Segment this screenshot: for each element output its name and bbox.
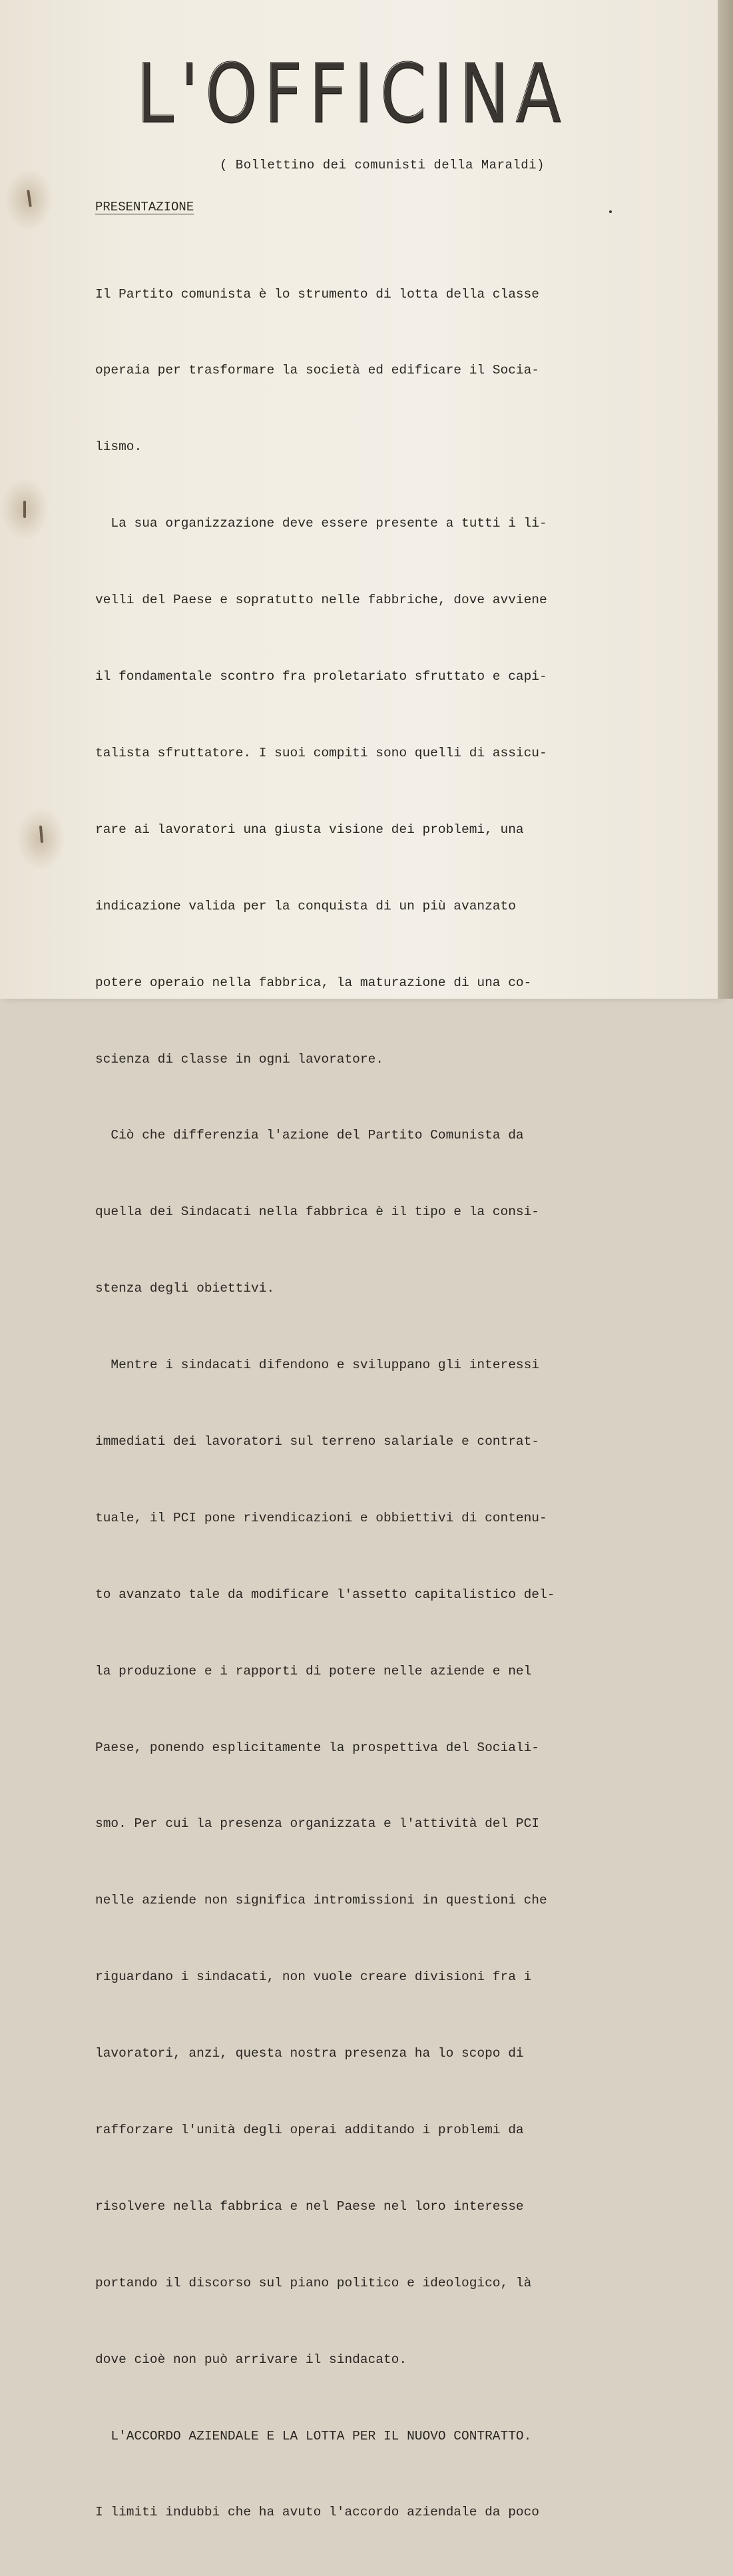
- text-line: risolvere nella fabbrica e nel Paese nel loro interesse: [95, 2198, 524, 2214]
- text-line: talista sfruttatore. I suoi compiti sono quelli di assicu-: [95, 745, 547, 760]
- text-line: potere operaio nella fabbrica, la maturazione di una co-: [95, 975, 532, 990]
- subtitle: ( Bollettino dei comunisti della Maraldi): [220, 158, 545, 172]
- section-heading: PRESENTAZIONE: [95, 200, 194, 214]
- text-line: dove cioè non può arrivare il sindacato.: [95, 2352, 407, 2367]
- text-line: Il Partito comunista è lo strumento di lotta della classe: [95, 286, 540, 302]
- text-line: velli del Paese e sopratutto nelle fabbriche, dove avviene: [95, 593, 547, 608]
- text-line: scienza di classe in ogni lavoratore.: [95, 1051, 383, 1067]
- text-line: operaia per trasformare la società ed edificare il Socia-: [95, 363, 540, 378]
- text-line: Mentre i sindacati difendono e sviluppano gli interessi: [95, 1358, 540, 1373]
- text-line: il fondamentale scontro fra proletariato sfruttato e capi-: [95, 669, 547, 684]
- text-line: indicazione valida per la conquista di un più avanzato: [95, 898, 516, 913]
- page-edge: [718, 0, 733, 999]
- text-line: to avanzato tale da modificare l'assetto capitalistico del-: [95, 1587, 555, 1602]
- text-line: portando il discorso sul piano politico e ideologico, là: [95, 2275, 532, 2290]
- text-line: riguardano i sindacati, non vuole creare divisioni fra i: [95, 1969, 532, 1985]
- text-line: lavoratori, anzi, questa nostra presenza ha lo scopo di: [95, 2046, 524, 2061]
- text-line: Ciò che differenzia l'azione del Partito Comunista da: [95, 1128, 524, 1143]
- text-line: rare ai lavoratori una giusta visione dei problemi, una: [95, 822, 524, 837]
- masthead-title: L'OFFICINA: [136, 47, 568, 141]
- ink-speck: [609, 210, 612, 213]
- text-line: La sua organizzazione deve essere presente a tutti i li-: [95, 516, 547, 531]
- text-line: Paese, ponendo esplicitamente la prospettiva del Sociali-: [95, 1740, 540, 1755]
- text-line: quella dei Sindacati nella fabbrica è il tipo e la consi-: [95, 1204, 540, 1220]
- text-line: I limiti indubbi che ha avuto l'accordo aziendale da poco: [95, 2505, 540, 2520]
- text-line: immediati dei lavoratori sul terreno salariale e contrat-: [95, 1433, 540, 1449]
- staple-icon: [23, 501, 26, 518]
- text-line: lismo.: [95, 439, 142, 455]
- text-line: stenza degli obiettivi.: [95, 1281, 275, 1296]
- text-line: nelle aziende non significa intromissioni in questioni che: [95, 1893, 547, 1908]
- text-line: la produzione e i rapporti di potere nelle aziende e nel: [95, 1663, 532, 1678]
- text-line: rafforzare l'unità degli operai additando i problemi da: [95, 2122, 524, 2137]
- text-line: L'ACCORDO AZIENDALE E LA LOTTA PER IL NUOVO CONTRATTO.: [95, 2428, 532, 2444]
- body-text: [95, 230, 628, 2576]
- text-line: smo. Per cui la presenza organizzata e l'attività del PCI: [95, 1816, 540, 1832]
- text-line: tuale, il PCI pone rivendicazioni e obbiettivi di contenu-: [95, 1510, 547, 1525]
